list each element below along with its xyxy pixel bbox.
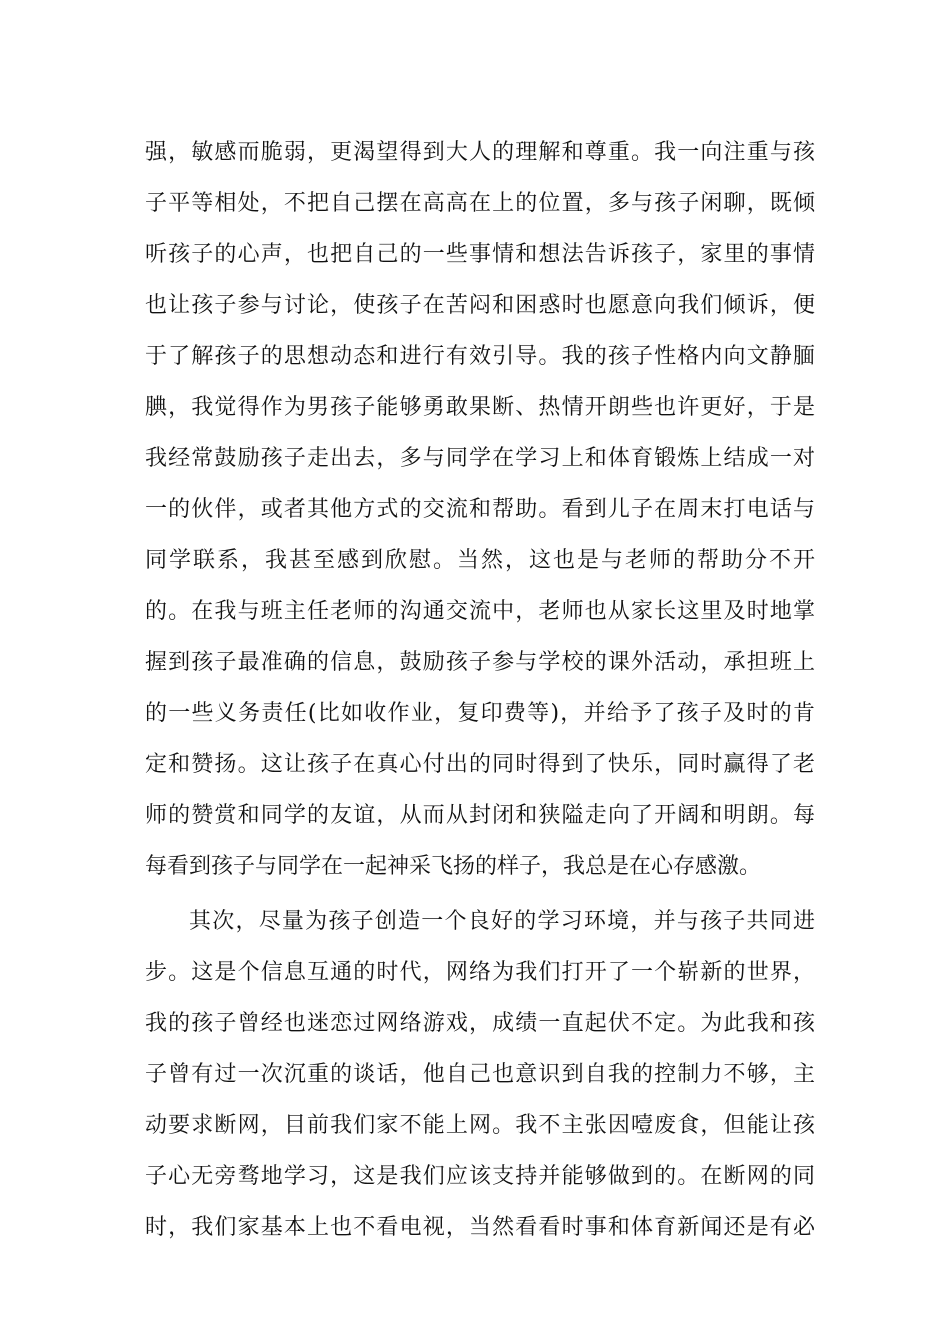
text-line: 的。在我与班主任老师的沟通交流中，老师也从家长这里及时地掌 — [145, 599, 815, 624]
text-line: 听孩子的心声，也把自己的一些事情和想法告诉孩子，家里的事情 — [145, 242, 815, 267]
text-line: 也让孩子参与讨论，使孩子在苦闷和困惑时也愿意向我们倾诉，便 — [145, 293, 815, 318]
body-text — [145, 127, 815, 1253]
paragraph-1 — [145, 127, 815, 892]
text-line: 时，我们家基本上也不看电视，当然看看时事和体育新闻还是有必 — [145, 1215, 815, 1240]
text-line: 子心无旁骛地学习，这是我们应该支持并能够做到的。在断网的同 — [145, 1164, 815, 1189]
text-line: 子平等相处，不把自己摆在高高在上的位置，多与孩子闲聊，既倾 — [145, 191, 815, 216]
text-line: 我经常鼓励孩子走出去，多与同学在学习上和体育锻炼上结成一对 — [145, 446, 815, 471]
text-line: 子曾有过一次沉重的谈话，他自己也意识到自我的控制力不够，主 — [145, 1062, 815, 1087]
text-line: 每看到孩子与同学在一起神采飞扬的样子，我总是在心存感激。 — [145, 854, 762, 879]
text-line: 于了解孩子的思想动态和进行有效引导。我的孩子性格内向文静腼 — [145, 344, 815, 369]
text-line: 师的赞赏和同学的友谊，从而从封闭和狭隘走向了开阔和明朗。每 — [145, 803, 815, 828]
text-line: 动要求断网，目前我们家不能上网。我不主张因噎废食，但能让孩 — [145, 1113, 815, 1138]
text-line: 我的孩子曾经也迷恋过网络游戏，成绩一直起伏不定。为此我和孩 — [145, 1011, 815, 1036]
text-line: 定和赞扬。这让孩子在真心付出的同时得到了快乐，同时赢得了老 — [145, 752, 815, 777]
text-line: 同学联系，我甚至感到欣慰。当然，这也是与老师的帮助分不开 — [145, 548, 815, 573]
paragraph-2 — [145, 896, 815, 1253]
text-line: 强，敏感而脆弱，更渴望得到大人的理解和尊重。我一向注重与孩 — [145, 140, 815, 165]
text-line: 其次，尽量为孩子创造一个良好的学习环境，并与孩子共同进 — [189, 909, 815, 934]
text-line: 腆，我觉得作为男孩子能够勇敢果断、热情开朗些也许更好，于是 — [145, 395, 815, 420]
text-line: 的一些义务责任(比如收作业，复印费等)，并给予了孩子及时的肯 — [145, 701, 815, 726]
text-line: 步。这是个信息互通的时代，网络为我们打开了一个崭新的世界， — [145, 960, 815, 985]
text-line: 握到孩子最准确的信息，鼓励孩子参与学校的课外活动，承担班上 — [145, 650, 815, 675]
text-line: 一的伙伴，或者其他方式的交流和帮助。看到儿子在周末打电话与 — [145, 497, 815, 522]
